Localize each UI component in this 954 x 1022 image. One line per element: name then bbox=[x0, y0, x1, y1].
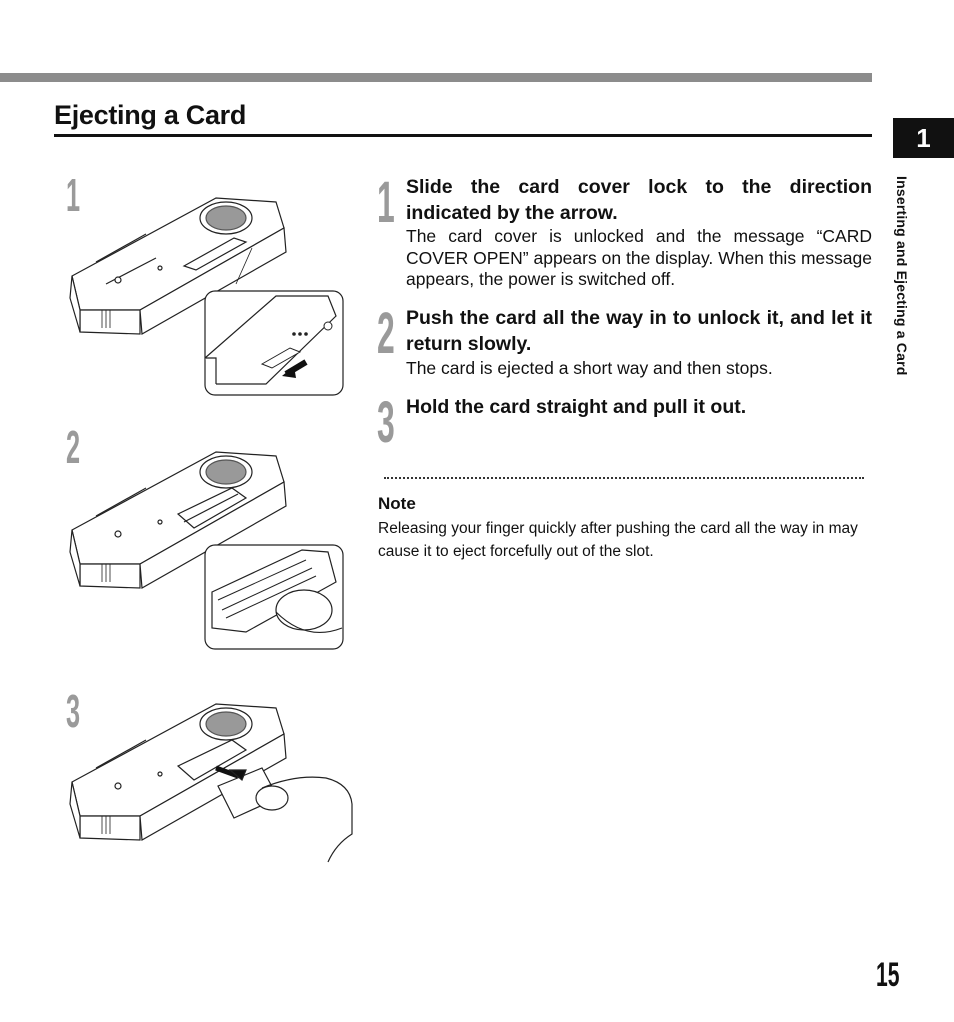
side-label bbox=[894, 176, 918, 436]
step-number-2: 2 bbox=[377, 301, 395, 366]
note-divider bbox=[384, 477, 864, 479]
figure-1-illustration bbox=[66, 188, 351, 400]
chapter-tab: 1 bbox=[893, 118, 954, 158]
page-number: 15 bbox=[876, 956, 900, 994]
step-3-heading: Hold the card straight and pull it out. bbox=[406, 396, 747, 418]
title-underline bbox=[54, 134, 872, 137]
step-number-1: 1 bbox=[377, 170, 395, 235]
note-title: Note bbox=[378, 494, 416, 513]
step-1-body: The card cover is unlocked and the message “CARD COVER OPEN” appears on the display. When this message appears, the power is switched off. bbox=[406, 226, 872, 289]
side-label-text: Inserting and Ejecting a Card bbox=[894, 176, 910, 376]
step-number-3: 3 bbox=[377, 390, 395, 455]
step-2-body: The card is ejected a short way and then stops. bbox=[406, 358, 773, 378]
figure-number-2: 2 bbox=[66, 421, 81, 473]
header-bar bbox=[0, 73, 872, 82]
figure-number-1: 1 bbox=[66, 169, 81, 221]
note-body: Releasing your finger quickly after pushing the card all the way in may cause it to eject forcefully out of the slot. bbox=[378, 520, 858, 560]
step-1-heading: Slide the card cover lock to the direction indicated by the arrow. bbox=[406, 176, 872, 224]
page-title: Ejecting a Card bbox=[54, 100, 247, 130]
step-2-heading: Push the card all the way in to unlock it, and let it return slowly. bbox=[406, 307, 872, 355]
figure-3-illustration bbox=[66, 694, 356, 864]
figure-number-3: 3 bbox=[66, 685, 81, 737]
figure-2-illustration bbox=[66, 442, 351, 654]
